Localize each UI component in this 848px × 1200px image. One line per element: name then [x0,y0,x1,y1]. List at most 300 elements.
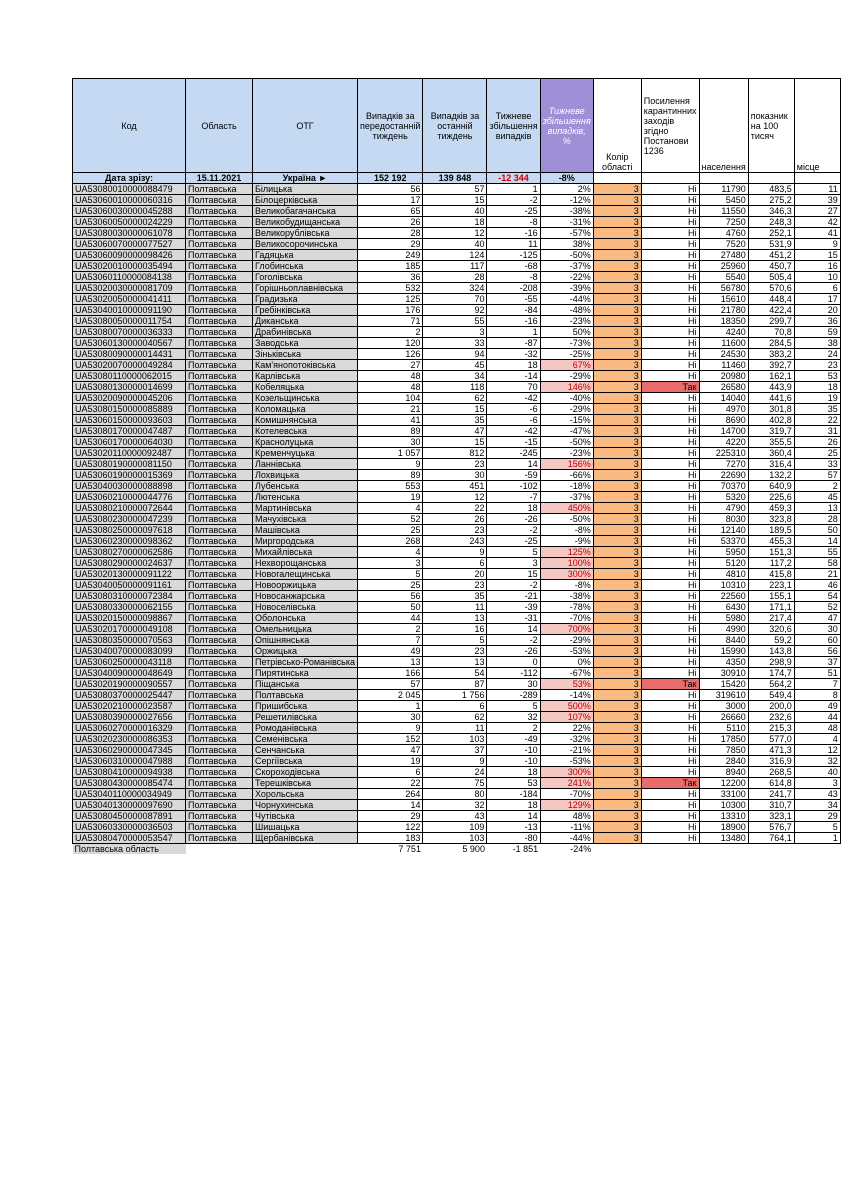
row-weekly-incr: -84 [487,305,540,316]
row-per100k: 459,3 [748,503,794,514]
row-strengthening: Ні [641,789,699,800]
row-code: UA53060030000045288 [73,206,186,217]
row-per100k: 576,7 [748,822,794,833]
row-last-week: 16 [423,624,487,635]
row-code: UA53080450000087891 [73,811,186,822]
row-oblast: Полтавська [186,206,253,217]
row-per100k: 383,2 [748,349,794,360]
row-otg: Михайлівська [253,547,358,558]
row-strengthening: Ні [641,305,699,316]
row-oblast: Полтавська [186,679,253,690]
row-strengthening: Ні [641,217,699,228]
row-weekly-incr-pct: 125% [540,547,593,558]
row-last-week: 24 [423,767,487,778]
row-per100k: 117,2 [748,558,794,569]
row-per100k: 451,2 [748,250,794,261]
row-oblast: Полтавська [186,822,253,833]
row-weekly-incr-pct: -31% [540,217,593,228]
row-oblast: Полтавська [186,613,253,624]
row-strengthening: Ні [641,470,699,481]
row-strengthening: Ні [641,756,699,767]
row-place: 29 [794,811,840,822]
row-strengthening: Ні [641,393,699,404]
row-prev-week: 166 [358,668,423,679]
row-place: 44 [794,712,840,723]
row-per100k: 360,4 [748,448,794,459]
row-weekly-incr: -16 [487,228,540,239]
row-place: 48 [794,723,840,734]
row-prev-week: 19 [358,756,423,767]
row-population: 8030 [699,514,748,525]
row-code: UA53060070000077527 [73,239,186,250]
row-otg: Мачухівська [253,514,358,525]
table-row [73,470,841,481]
date-blank [699,173,748,184]
header-code: Код [73,79,186,173]
row-strengthening: Ні [641,195,699,206]
row-oblast: Полтавська [186,624,253,635]
row-color: 3 [593,349,641,360]
row-weekly-incr: -2 [487,525,540,536]
row-per100k: 225,6 [748,492,794,503]
row-weekly-incr: -26 [487,646,540,657]
row-code: UA53020050000041411 [73,294,186,305]
row-code: UA53080190000081150 [73,459,186,470]
row-per100k: 316,9 [748,756,794,767]
row-population: 4220 [699,437,748,448]
row-population: 21780 [699,305,748,316]
row-color: 3 [593,624,641,635]
row-code: UA53080110000062015 [73,371,186,382]
row-strengthening: Ні [641,712,699,723]
row-strengthening: Ні [641,613,699,624]
row-place: 2 [794,481,840,492]
row-last-week: 3 [423,327,487,338]
row-per100k: 310,7 [748,800,794,811]
row-strengthening: Ні [641,184,699,195]
row-strengthening: Ні [641,767,699,778]
row-otg: Хорольська [253,789,358,800]
row-weekly-incr-pct: -39% [540,283,593,294]
row-population: 2840 [699,756,748,767]
row-last-week: 20 [423,569,487,580]
row-weekly-incr-pct: 107% [540,712,593,723]
table-row [73,492,841,503]
row-code: UA53040050000091161 [73,580,186,591]
row-strengthening: Так [641,679,699,690]
row-place: 42 [794,217,840,228]
row-strengthening: Ні [641,657,699,668]
row-last-week: 62 [423,712,487,723]
row-oblast: Полтавська [186,382,253,393]
table-row [73,316,841,327]
row-weekly-incr-pct: -9% [540,536,593,547]
row-strengthening: Ні [641,261,699,272]
row-strengthening: Ні [641,481,699,492]
row-population: 30910 [699,668,748,679]
date-blank [593,173,641,184]
row-color: 3 [593,690,641,701]
row-per100k: 355,5 [748,437,794,448]
row-weekly-incr-pct: -23% [540,448,593,459]
row-last-week: 54 [423,668,487,679]
row-color: 3 [593,426,641,437]
row-weekly-incr: 53 [487,778,540,789]
row-weekly-incr: -102 [487,481,540,492]
row-oblast: Полтавська [186,228,253,239]
row-color: 3 [593,206,641,217]
row-strengthening: Ні [641,800,699,811]
row-weekly-incr: 14 [487,459,540,470]
row-code: UA53040010000091190 [73,305,186,316]
row-code: UA53080390000027656 [73,712,186,723]
row-oblast: Полтавська [186,800,253,811]
row-weekly-incr: -15 [487,437,540,448]
table-row [73,646,841,657]
row-place: 15 [794,250,840,261]
table-row [73,712,841,723]
row-place: 23 [794,360,840,371]
row-place: 36 [794,316,840,327]
row-population: 6430 [699,602,748,613]
row-last-week: 45 [423,360,487,371]
row-population: 53370 [699,536,748,547]
row-per100k: 323,1 [748,811,794,822]
row-weekly-incr: -42 [487,426,540,437]
row-color: 3 [593,250,641,261]
row-weekly-incr-pct: -23% [540,316,593,327]
table-row [73,723,841,734]
row-prev-week: 56 [358,184,423,195]
row-oblast: Полтавська [186,371,253,382]
table-row [73,525,841,536]
date-blank [794,173,840,184]
row-otg: Великосорочинська [253,239,358,250]
row-weekly-incr: -32 [487,349,540,360]
row-weekly-incr-pct: 0% [540,657,593,668]
row-place: 3 [794,778,840,789]
row-code: UA53060210000044776 [73,492,186,503]
row-code: UA53060130000040567 [73,338,186,349]
date-value: 15.11.2021 [186,173,253,184]
row-color: 3 [593,360,641,371]
row-population: 14700 [699,426,748,437]
header-prev-week: Випадків за передостанній тиждень [358,79,423,173]
row-color: 3 [593,602,641,613]
row-prev-week: 28 [358,228,423,239]
row-prev-week: 2 [358,327,423,338]
row-color: 3 [593,668,641,679]
total-blank [253,844,358,855]
table-row [73,481,841,492]
row-place: 21 [794,569,840,580]
row-place: 28 [794,514,840,525]
row-strengthening: Ні [641,327,699,338]
row-weekly-incr: -208 [487,283,540,294]
row-prev-week: 1 057 [358,448,423,459]
row-per100k: 316,4 [748,459,794,470]
row-code: UA53060290000047345 [73,745,186,756]
row-prev-week: 13 [358,657,423,668]
row-per100k: 215,3 [748,723,794,734]
row-weekly-incr-pct: -32% [540,734,593,745]
row-color: 3 [593,283,641,294]
row-weekly-incr: 0 [487,657,540,668]
row-oblast: Полтавська [186,305,253,316]
table-row [73,679,841,690]
row-population: 70370 [699,481,748,492]
row-place: 25 [794,448,840,459]
row-weekly-incr: -39 [487,602,540,613]
row-population: 5320 [699,492,748,503]
row-prev-week: 14 [358,800,423,811]
row-strengthening: Ні [641,547,699,558]
row-population: 10300 [699,800,748,811]
table-row [73,514,841,525]
row-weekly-incr-pct: -18% [540,481,593,492]
row-color: 3 [593,712,641,723]
date-blank [641,173,699,184]
header-weekly-incr-pct: Тижневе збільшення випадків, % [540,79,593,173]
country-pct: -8% [540,173,593,184]
row-place: 12 [794,745,840,756]
row-oblast: Полтавська [186,261,253,272]
row-code: UA53080350000070563 [73,635,186,646]
row-prev-week: 26 [358,217,423,228]
row-per100k: 241,7 [748,789,794,800]
row-place: 24 [794,349,840,360]
row-otg: Ромоданівська [253,723,358,734]
row-place: 39 [794,195,840,206]
row-strengthening: Ні [641,569,699,580]
row-place: 8 [794,690,840,701]
row-prev-week: 185 [358,261,423,272]
row-place: 26 [794,437,840,448]
row-otg: Коломацька [253,404,358,415]
row-oblast: Полтавська [186,437,253,448]
row-code: UA53080290000024637 [73,558,186,569]
row-last-week: 103 [423,734,487,745]
row-color: 3 [593,217,641,228]
row-otg: Лохвицька [253,470,358,481]
row-code: UA53080170000047487 [73,426,186,437]
row-prev-week: 65 [358,206,423,217]
row-weekly-incr: 5 [487,701,540,712]
header-place: місце [794,79,840,173]
covid-table [72,78,841,854]
table-row [73,624,841,635]
row-weekly-incr: -8 [487,272,540,283]
row-population: 7850 [699,745,748,756]
table-row [73,327,841,338]
row-weekly-incr: 32 [487,712,540,723]
table-row [73,569,841,580]
row-color: 3 [593,316,641,327]
row-oblast: Полтавська [186,767,253,778]
row-place: 45 [794,492,840,503]
table-row [73,591,841,602]
row-per100k: 320,6 [748,624,794,635]
table-row [73,558,841,569]
header-otg: ОТГ [253,79,358,173]
row-code: UA53080330000062155 [73,602,186,613]
row-place: 43 [794,789,840,800]
row-population: 15610 [699,294,748,305]
row-population: 5950 [699,547,748,558]
row-weekly-incr-pct: -22% [540,272,593,283]
row-code: UA53060150000093603 [73,415,186,426]
row-prev-week: 89 [358,426,423,437]
row-place: 13 [794,503,840,514]
date-blank [748,173,794,184]
row-last-week: 11 [423,602,487,613]
row-code: UA53020130000091122 [73,569,186,580]
row-color: 3 [593,635,641,646]
row-weekly-incr-pct: -78% [540,602,593,613]
row-last-week: 75 [423,778,487,789]
table-row [73,415,841,426]
row-population: 18900 [699,822,748,833]
row-population: 4350 [699,657,748,668]
row-place: 49 [794,701,840,712]
row-population: 24530 [699,349,748,360]
row-last-week: 13 [423,657,487,668]
header-oblast: Область [186,79,253,173]
row-prev-week: 6 [358,767,423,778]
row-oblast: Полтавська [186,316,253,327]
row-last-week: 9 [423,756,487,767]
row-weekly-incr-pct: -53% [540,756,593,767]
row-weekly-incr-pct: 146% [540,382,593,393]
row-weekly-incr-pct: -70% [540,789,593,800]
table-row [73,833,841,844]
row-place: 18 [794,382,840,393]
row-otg: Полтавська [253,690,358,701]
row-oblast: Полтавська [186,756,253,767]
row-weekly-incr-pct: -29% [540,371,593,382]
row-color: 3 [593,415,641,426]
row-color: 3 [593,195,641,206]
row-weekly-incr-pct: -14% [540,690,593,701]
row-per100k: 443,9 [748,382,794,393]
row-oblast: Полтавська [186,778,253,789]
row-weekly-incr-pct: -50% [540,514,593,525]
row-population: 5540 [699,272,748,283]
table-row [73,261,841,272]
row-otg: Зіньківська [253,349,358,360]
row-per100k: 299,7 [748,316,794,327]
row-last-week: 6 [423,701,487,712]
row-place: 31 [794,426,840,437]
row-color: 3 [593,503,641,514]
row-prev-week: 57 [358,679,423,690]
table-row [73,393,841,404]
row-weekly-incr: 5 [487,547,540,558]
row-otg: Новоселівська [253,602,358,613]
row-oblast: Полтавська [186,272,253,283]
row-last-week: 118 [423,382,487,393]
row-place: 7 [794,679,840,690]
row-code: UA53020070000049284 [73,360,186,371]
row-otg: Шишацька [253,822,358,833]
row-strengthening: Ні [641,558,699,569]
row-oblast: Полтавська [186,580,253,591]
row-weekly-incr: 70 [487,382,540,393]
row-place: 5 [794,822,840,833]
row-prev-week: 120 [358,338,423,349]
row-code: UA53020190000090557 [73,679,186,690]
row-last-week: 35 [423,415,487,426]
row-per100k: 570,6 [748,283,794,294]
row-per100k: 151,3 [748,547,794,558]
table-row [73,437,841,448]
row-weekly-incr: 18 [487,767,540,778]
row-strengthening: Так [641,382,699,393]
row-otg: Карлівська [253,371,358,382]
row-weekly-incr: -25 [487,206,540,217]
row-population: 20980 [699,371,748,382]
row-per100k: 549,4 [748,690,794,701]
row-last-week: 23 [423,459,487,470]
row-otg: Гребінківська [253,305,358,316]
row-population: 4810 [699,569,748,580]
row-weekly-incr: 15 [487,569,540,580]
row-place: 37 [794,657,840,668]
row-weekly-incr: 18 [487,360,540,371]
table-row [73,745,841,756]
row-otg: Лютенська [253,492,358,503]
row-population: 13310 [699,811,748,822]
total-label: Полтавська область [73,844,186,855]
row-prev-week: 19 [358,492,423,503]
row-strengthening: Ні [641,745,699,756]
row-population: 27480 [699,250,748,261]
row-oblast: Полтавська [186,745,253,756]
row-oblast: Полтавська [186,547,253,558]
row-color: 3 [593,393,641,404]
row-strengthening: Ні [641,690,699,701]
row-weekly-incr-pct: -47% [540,426,593,437]
row-prev-week: 25 [358,525,423,536]
row-code: UA53080370000025447 [73,690,186,701]
row-last-week: 26 [423,514,487,525]
row-population: 11460 [699,360,748,371]
row-per100k: 301,8 [748,404,794,415]
row-last-week: 28 [423,272,487,283]
row-otg: Скороходівська [253,767,358,778]
row-weekly-incr-pct: -67% [540,668,593,679]
row-last-week: 70 [423,294,487,305]
row-per100k: 614,8 [748,778,794,789]
row-weekly-incr-pct: 53% [540,679,593,690]
row-color: 3 [593,448,641,459]
row-weekly-incr: -87 [487,338,540,349]
row-otg: Горішньоплавнівська [253,283,358,294]
table-row [73,272,841,283]
row-prev-week: 49 [358,646,423,657]
row-otg: Новогалещинська [253,569,358,580]
row-prev-week: 125 [358,294,423,305]
row-color: 3 [593,239,641,250]
row-prev-week: 249 [358,250,423,261]
row-oblast: Полтавська [186,701,253,712]
row-population: 22690 [699,470,748,481]
row-weekly-incr-pct: -66% [540,470,593,481]
row-prev-week: 553 [358,481,423,492]
total-last: 5 900 [462,844,485,854]
row-otg: Терешківська [253,778,358,789]
row-weekly-incr: -26 [487,514,540,525]
